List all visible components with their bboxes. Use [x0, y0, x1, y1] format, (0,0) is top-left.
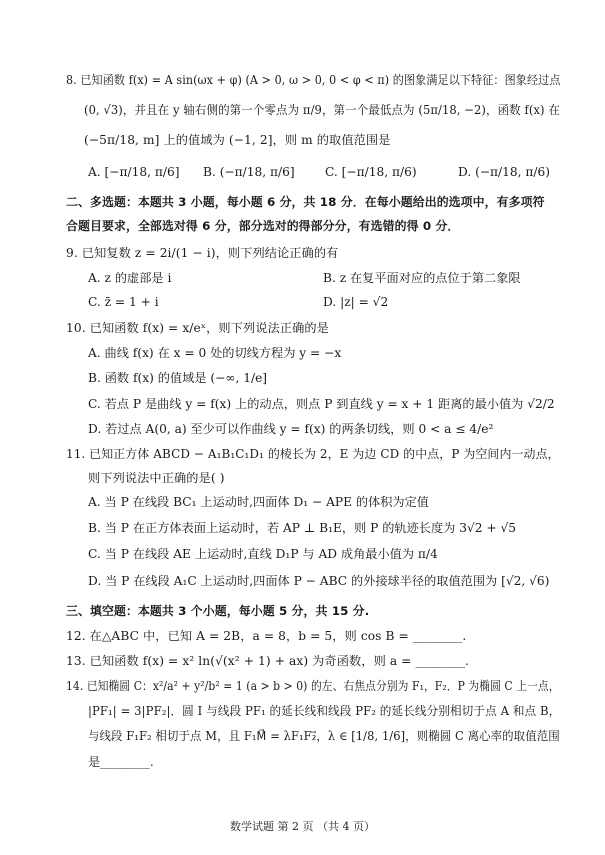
- q11-option-b: B. 当 P 在正方体表面上运动时，若 AP ⊥ B₁E，则 P 的轨迹长度为 3√2 + √5: [88, 521, 516, 535]
- q9-option-a: A. z 的虚部是 i: [88, 271, 172, 285]
- section-2-heading-line-2: 合题目要求，全部选对得 6 分，部分选对的得部分分，有选错的得 0 分．: [66, 219, 460, 233]
- q14-line-4: 是________.: [88, 755, 154, 769]
- q11-option-d: D. 当 P 在线段 A₁C 上运动时,四面体 P − ABC 的外接球半径的取值范围为 [√2, √6): [88, 574, 550, 588]
- q14-line-3: 与线段 F₁F₂ 相切于点 M，且 F₁M⃗ = λF₁F₂⃗，λ ∈ [1/8, 1/6]，则椭圆 C 离心率的取值范围: [88, 729, 560, 743]
- q8-line-2: (0, √3)，并且在 y 轴右侧的第一个零点为 π/9，第一个最低点为 (5π/18, −2)，函数 f(x) 在: [84, 103, 560, 117]
- q8-option-c: C. [−π/18, π/6): [325, 165, 417, 179]
- section-3-heading: 三、填空题：本题共 3 个小题，每小题 5 分，共 15 分.: [66, 604, 370, 618]
- q8-line-1: 8. 已知函数 f(x) = A sin(ωx + φ) (A > 0, ω > 0, 0 < φ < π) 的图象满足以下特征：图象经过点: [66, 73, 561, 87]
- q10-option-a: A. 曲线 f(x) 在 x = 0 处的切线方程为 y = −x: [88, 346, 342, 360]
- q9-option-c: C. z̄ = 1 + i: [88, 295, 159, 309]
- q10-stem: 10. 已知函数 f(x) = x/eˣ，则下列说法正确的是: [66, 321, 329, 335]
- q9-option-b: B. z 在复平面对应的点位于第二象限: [323, 271, 521, 285]
- q10-option-b: B. 函数 f(x) 的值域是 (−∞, 1/e]: [88, 371, 268, 385]
- q8-option-a: A. [−π/18, π/6]: [88, 165, 180, 179]
- q11-line-1: 11. 已知正方体 ABCD − A₁B₁C₁D₁ 的棱长为 2，E 为边 CD 的中点，P 为空间内一动点，: [66, 447, 560, 461]
- q8-option-b: B. (−π/18, π/6]: [203, 165, 295, 179]
- q8-option-d: D. (−π/18, π/6): [458, 165, 551, 179]
- section-2-heading-line-1: 二、多选题：本题共 3 小题，每小题 6 分，共 18 分．在每小题给出的选项中，有多项符: [66, 195, 545, 209]
- q9-stem: 9. 已知复数 z = 2i/(1 − i)，则下列结论正确的有: [66, 246, 339, 260]
- q13: 13. 已知函数 f(x) = x² ln(√(x² + 1) + ax) 为奇函数，则 a = ________.: [66, 654, 469, 668]
- q12: 12. 在△ABC 中，已知 A = 2B，a = 8，b = 5，则 cos B = ________.: [66, 629, 467, 643]
- q14-line-2: |PF₁| = 3|PF₂|．圆 I 与线段 PF₁ 的延长线和线段 PF₂ 的延长线分别相切于点 A 和点 B，: [88, 704, 561, 718]
- q11-option-a: A. 当 P 在线段 BC₁ 上运动时,四面体 D₁ − APE 的体积为定值: [88, 495, 429, 509]
- q8-line-3: (−5π/18, m] 上的值域为 (−1, 2]，则 m 的取值范围是: [84, 133, 391, 147]
- q9-option-d: D. |z| = √2: [323, 295, 389, 309]
- q10-option-d: D. 若过点 A(0, a) 至少可以作曲线 y = f(x) 的两条切线，则 0 < a ≤ 4/e²: [88, 422, 494, 436]
- q11-line-2: 则下列说法中正确的是( ): [88, 471, 225, 485]
- q11-option-c: C. 当 P 在线段 AE 上运动时,直线 D₁P 与 AD 成角最小值为 π/4: [88, 547, 438, 561]
- q14-line-1: 14. 已知椭圆 C：x²/a² + y²/b² = 1 (a > b > 0) 的左、右焦点分别为 F₁，F₂．P 为椭圆 C 上一点，: [66, 679, 560, 693]
- q10-option-c: C. 若点 P 是曲线 y = f(x) 上的动点，则点 P 到直线 y = x + 1 距离的最小值为 √2/2: [88, 397, 555, 411]
- page-footer: 数学试题 第 2 页 （共 4 页）: [230, 820, 375, 833]
